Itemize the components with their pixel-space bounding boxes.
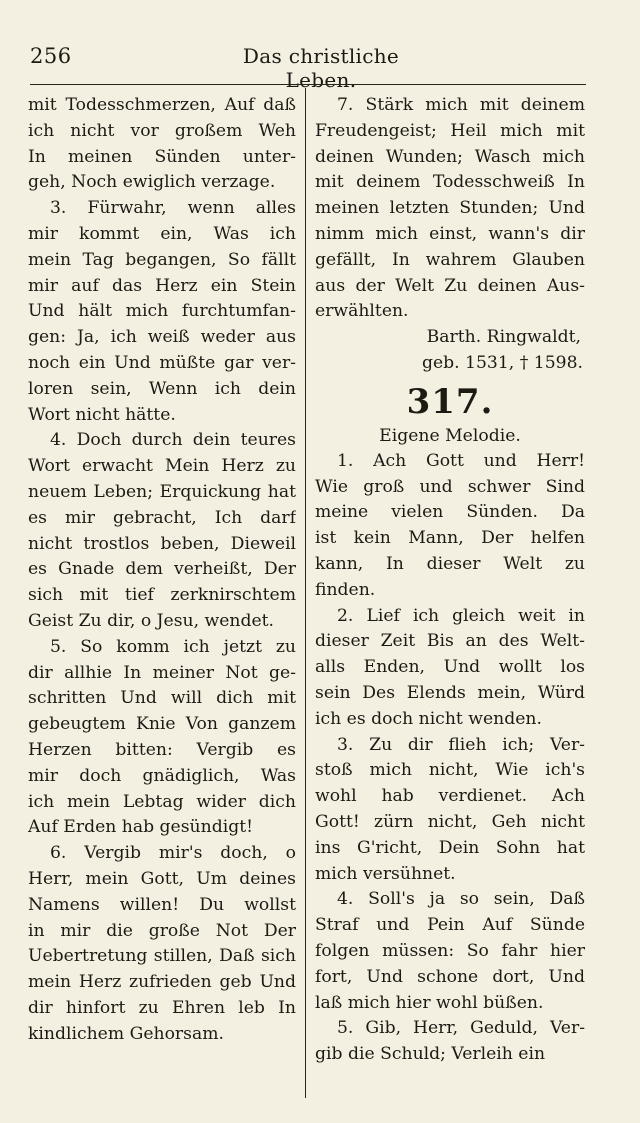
verse-line: sich mit tief zerknirschtem	[28, 585, 296, 606]
melody-note: Eigene Melodie.	[379, 425, 521, 446]
right-column	[315, 93, 585, 1068]
verse-line: mir doch gnädiglich, Was	[28, 765, 296, 786]
header-rule	[30, 84, 586, 85]
verse-line: folgen müssen: So fahr hier	[315, 940, 585, 961]
attribution-name: Barth. Ringwaldt,	[426, 327, 581, 348]
verse-line: 7. Stärk mich mit deinem	[337, 95, 585, 115]
verse-line: Wie groß und schwer Sind	[315, 476, 585, 497]
verse-line: ich es doch nicht wenden.	[315, 708, 542, 729]
left-column	[28, 93, 296, 1047]
verse-line: Auf Erden hab gesündigt!	[28, 817, 254, 838]
verse-line: Wort erwacht Mein Herz zu	[28, 456, 296, 477]
verse-line: gebeugtem Knie Von ganzem	[28, 714, 296, 735]
page-header	[30, 44, 610, 92]
hymn-317-verses	[315, 449, 585, 1068]
verse-line: Und hält mich furchtumfan-	[28, 301, 296, 322]
verse-line: stoß mich nicht, Wie ich's	[315, 760, 585, 781]
verse-line: Wort nicht hätte.	[28, 404, 176, 425]
verse-line: mein Tag begangen, So fällt	[28, 249, 296, 270]
verse-line: ich mein Lebtag wider dich	[28, 791, 296, 812]
verse-line: Namens willen! Du wollst	[28, 894, 296, 915]
verse-line: in mir die große Not Der	[28, 920, 296, 941]
verse-line: ins G'richt, Dein Sohn hat	[315, 837, 585, 858]
verse-line: mich versühnet.	[315, 863, 456, 884]
verse-line: Herr, mein Gott, Um deines	[28, 868, 296, 889]
verse-line: 6. Vergib mir's doch, o	[50, 843, 296, 864]
verse-line: mit deinem Todesschweiß In	[315, 172, 585, 193]
verse-line: nimm mich einst, wann's dir	[315, 223, 585, 244]
page-number: 256	[30, 44, 72, 68]
verse-line: erwählten.	[315, 301, 409, 322]
column-divider	[305, 88, 306, 1098]
verse-line: Uebertretung stillen, Daß sich	[28, 946, 296, 967]
verse-line: wohl hab verdienet. Ach	[315, 786, 585, 807]
verse-line: 4. Soll's ja so sein, Daß	[337, 889, 585, 910]
verse-line: nicht trostlos beben, Dieweil	[28, 533, 296, 554]
verse-line: 3. Zu dir flieh ich; Ver-	[337, 734, 585, 755]
verse-line: 5. So komm ich jetzt zu	[50, 636, 296, 657]
verse-line: meinen letzten Stunden; Und	[315, 198, 585, 219]
verse-line: Herzen bitten: Vergib es	[28, 739, 296, 760]
verse-line: ist kein Mann, Der helfen	[315, 528, 585, 549]
verse-line: gib die Schuld; Verleih ein	[315, 1044, 546, 1065]
verse-line: mir kommt ein, Was ich	[28, 223, 296, 244]
verse-line: dir allhie In meiner Not ge-	[28, 662, 296, 683]
verse-line: In meinen Sünden unter-	[28, 146, 296, 167]
verse-line: aus der Welt Zu deinen Aus-	[315, 275, 585, 296]
verse-line: 3. Fürwahr, wenn alles	[50, 198, 296, 219]
verse-line: es mir gebracht, Ich darf	[28, 507, 296, 528]
verse-line: 1. Ach Gott und Herr!	[337, 450, 585, 471]
verse-line: alls Enden, Und wollt los	[315, 657, 585, 678]
verse-line: deinen Wunden; Wasch mich	[315, 146, 585, 167]
verse-line: Freudengeist; Heil mich mit	[315, 120, 585, 141]
verse-line: kindlichem Gehorsam.	[28, 1023, 224, 1044]
verse-line: Gott! zürn nicht, Geh nicht	[315, 811, 585, 832]
verse-line: dieser Zeit Bis an des Welt-	[315, 631, 585, 652]
verse-line: mein Herz zufrieden geb Und	[28, 972, 296, 993]
verse-line: mir auf das Herz ein Stein	[28, 275, 296, 296]
verse-line: Straf und Pein Auf Sünde	[315, 915, 585, 936]
verse-line: es Gnade dem verheißt, Der	[28, 559, 296, 580]
attribution-dates: geb. 1531, † 1598.	[421, 352, 583, 373]
verse-line: laß mich hier wohl büßen.	[315, 992, 544, 1013]
verse-line: loren sein, Wenn ich dein	[28, 378, 296, 399]
verse-line: 2. Lief ich gleich weit in	[337, 605, 585, 626]
verse-line: neuem Leben; Erquickung hat	[28, 481, 296, 502]
verse-line: schritten Und will dich mit	[28, 688, 296, 709]
verse-line: ich nicht vor großem Weh	[28, 120, 296, 141]
verse-line: Geist Zu dir, o Jesu, wendet.	[28, 610, 275, 631]
verse-line: geh, Noch ewiglich verzage.	[28, 172, 276, 193]
verse-line: noch ein Und müßte gar ver-	[28, 352, 296, 373]
verse-line: dir hinfort zu Ehren leb In	[28, 997, 296, 1018]
hymn-number: 317.	[406, 381, 494, 422]
verse-line: gen: Ja, ich weiß weder aus	[28, 327, 296, 348]
verse-line: 4. Doch durch dein teures	[50, 430, 296, 451]
verse-line: finden.	[315, 579, 376, 600]
verse-line: gefällt, In wahrem Glauben	[315, 249, 585, 270]
verse-line: sein Des Elends mein, Würd	[315, 682, 585, 703]
verse-line: 5. Gib, Herr, Geduld, Ver-	[337, 1018, 585, 1039]
verse-line: mit Todesschmerzen, Auf daß	[28, 95, 296, 115]
hymn-316-end	[315, 93, 585, 325]
verse-line: meine vielen Sünden. Da	[315, 502, 585, 523]
running-title: Das christliche Leben.	[242, 44, 400, 92]
verse-line: kann, In dieser Welt zu	[315, 553, 585, 574]
verse-line: fort, Und schone dort, Und	[315, 966, 585, 987]
